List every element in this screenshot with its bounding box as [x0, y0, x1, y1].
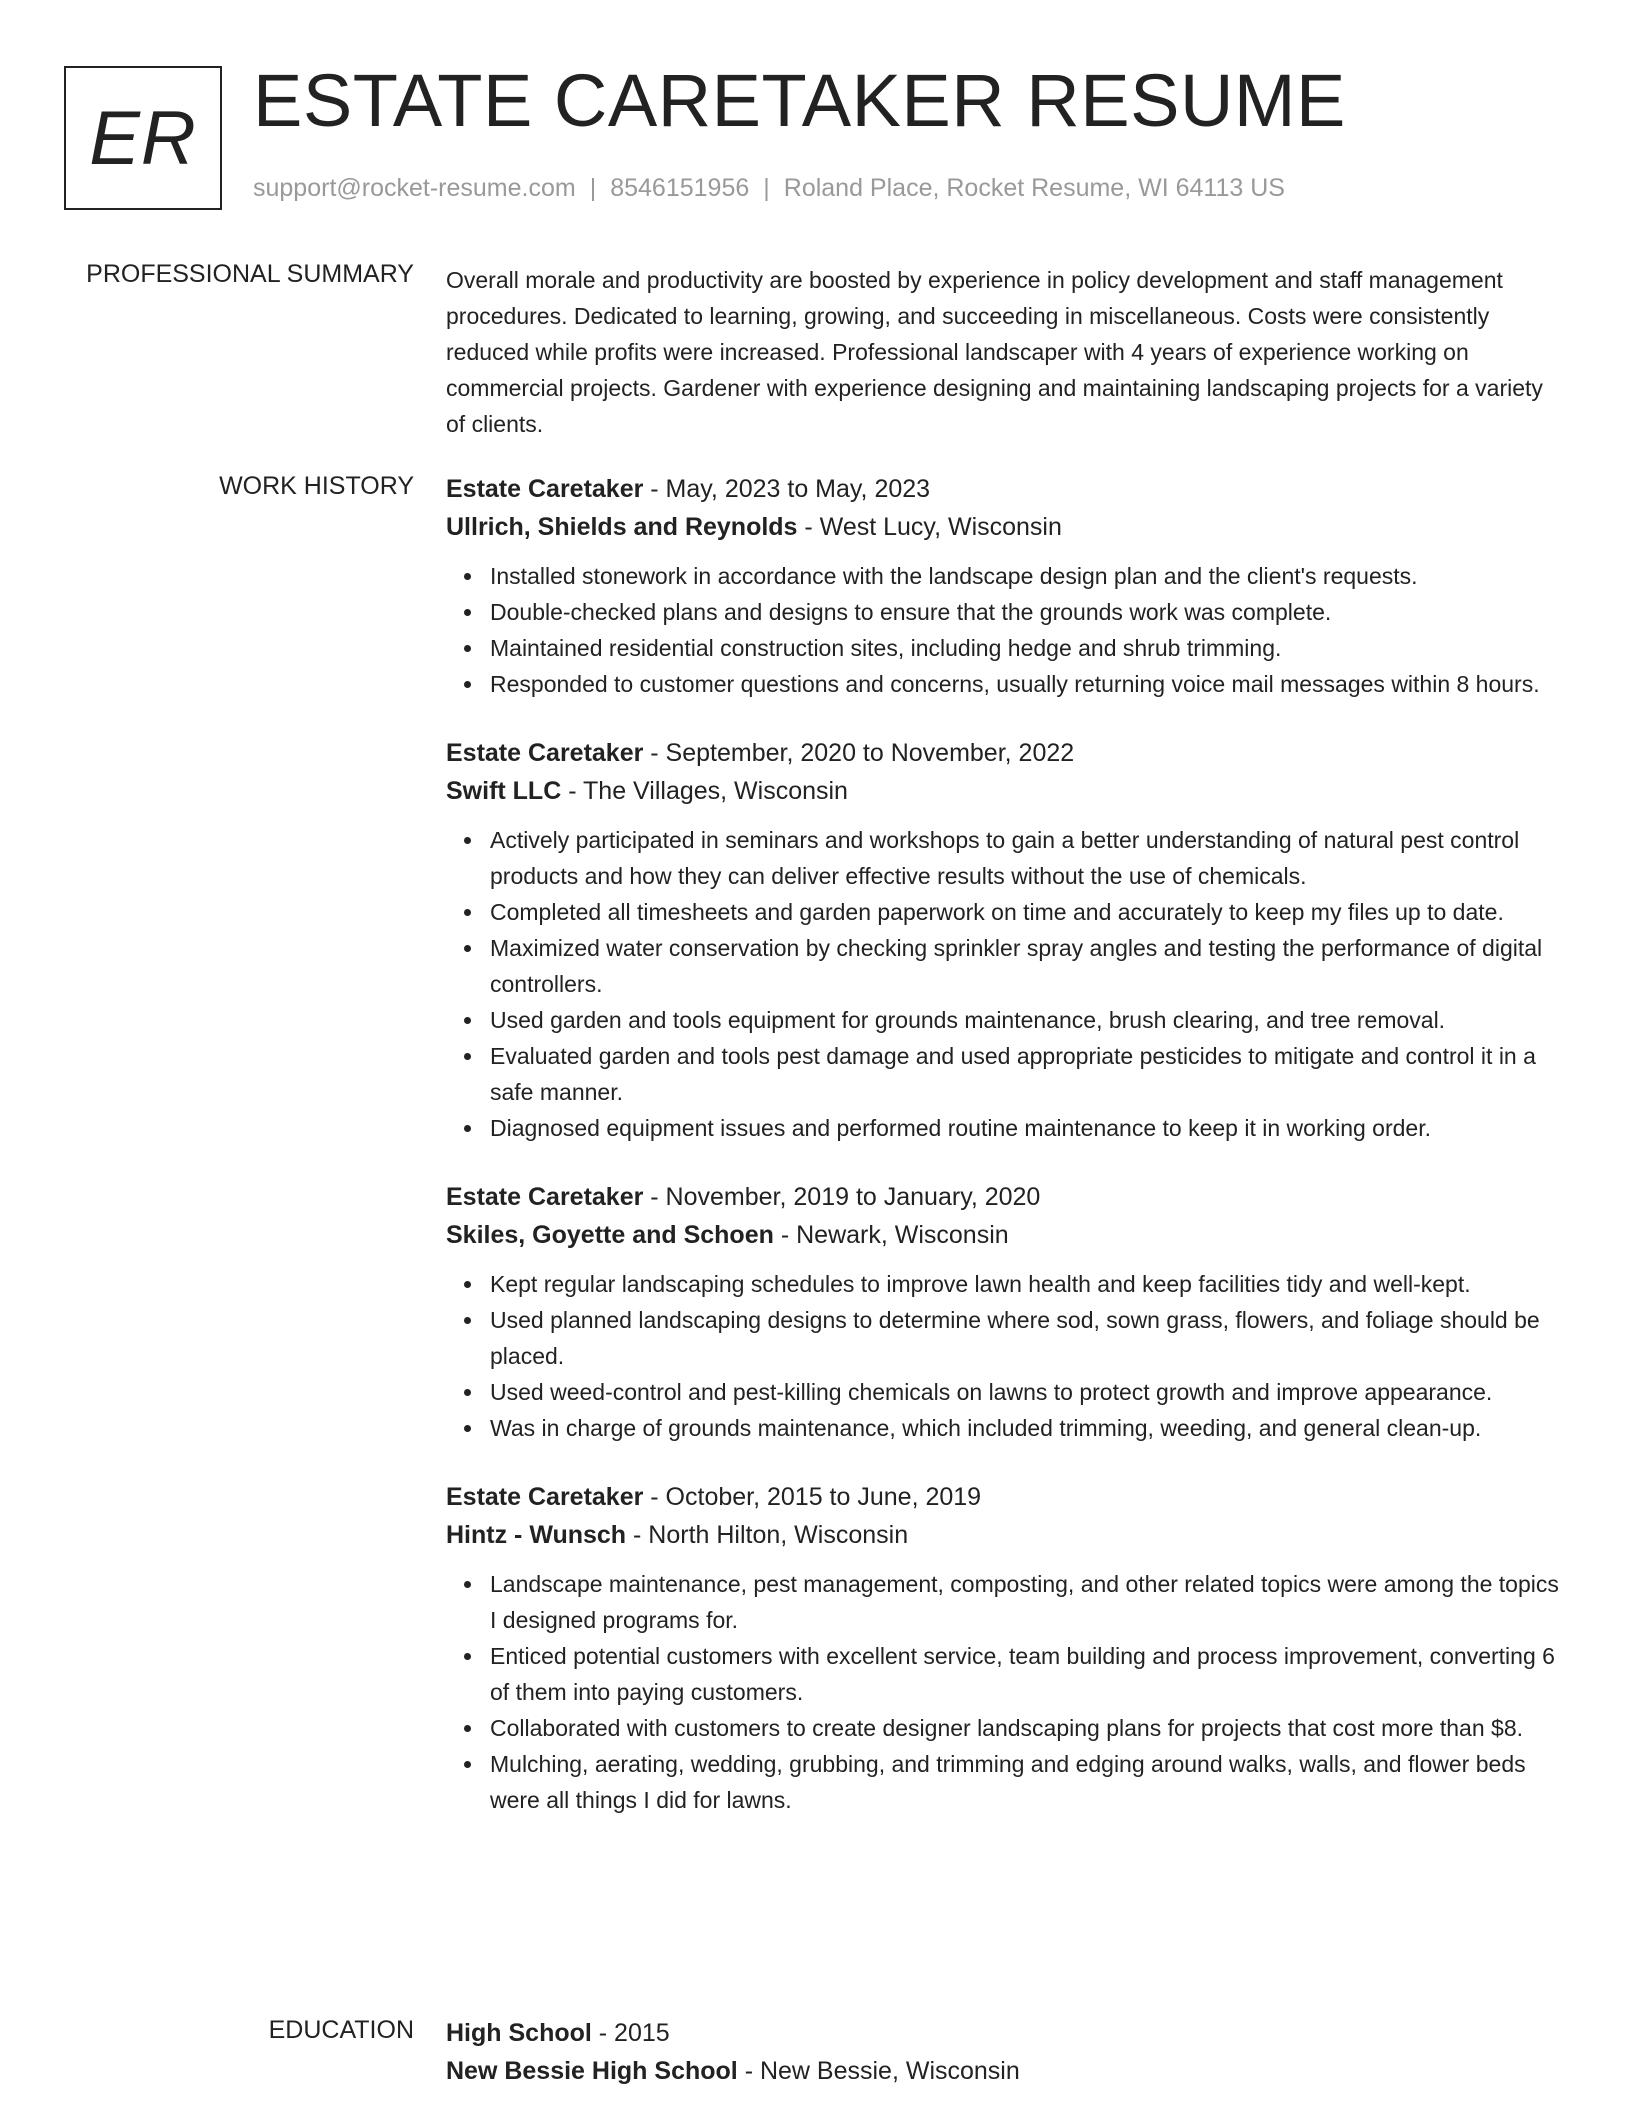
- list-item: Completed all timesheets and garden paperwork on time and accurately to keep my files up to date.: [490, 894, 1566, 930]
- list-item: Responded to customer questions and concerns, usually returning voice mail messages within 8 hours.: [490, 666, 1566, 702]
- contact-separator: |: [763, 174, 770, 202]
- job-location: - North Hilton, Wisconsin: [626, 1521, 909, 1549]
- page-title: ESTATE CARETAKER RESUME: [253, 59, 1346, 142]
- list-item: Mulching, aerating, wedding, grubbing, and trimming and edging around walks, walls, and flower beds were all things I did for lawns.: [490, 1746, 1566, 1818]
- education-body: [446, 2014, 1566, 2090]
- job-bullets: [446, 1266, 1566, 1446]
- section-label-summary: PROFESSIONAL SUMMARY: [86, 260, 414, 288]
- summary-text: Overall morale and productivity are boosted by experience in policy development and staff management procedures. Dedicated to learning, growing, and succeeding in miscellaneous. Costs were consistently reduced while profits were increased. Professional landscaper with 4 years of experience working on commercial projects. Gardener with experience designing and maintaining landscaping projects for a variety of clients.: [446, 267, 1543, 437]
- list-item: Kept regular landscaping schedules to improve lawn health and keep facilities tidy and well-kept.: [490, 1266, 1566, 1302]
- job-location: - West Lucy, Wisconsin: [797, 513, 1062, 541]
- job-title-line: [446, 470, 1566, 508]
- education-year: - 2015: [591, 2019, 670, 2047]
- job-title: Estate Caretaker: [446, 1483, 644, 1511]
- list-item: Was in charge of grounds maintenance, which included trimming, weeding, and general clean-up.: [490, 1410, 1566, 1446]
- education-degree-line: [446, 2014, 1566, 2052]
- job-company-line: [446, 508, 1566, 546]
- job-title-line: [446, 1178, 1566, 1216]
- contact-separator: |: [589, 174, 597, 202]
- job-dates: - September, 2020 to November, 2022: [643, 739, 1075, 767]
- list-item: Enticed potential customers with excellent service, team building and process improvement, converting 6 of them into paying customers.: [490, 1638, 1566, 1710]
- job-company: Ullrich, Shields and Reynolds: [446, 513, 798, 541]
- list-item: Evaluated garden and tools pest damage and used appropriate pesticides to mitigate and control it in a safe manner.: [490, 1038, 1566, 1110]
- job-location: - The Villages, Wisconsin: [561, 777, 848, 805]
- job-title: Estate Caretaker: [446, 739, 644, 767]
- section-label-work-history: WORK HISTORY: [219, 472, 414, 500]
- job-company: Swift LLC: [446, 777, 562, 805]
- job-title: Estate Caretaker: [446, 475, 644, 503]
- monogram-logo: ER: [64, 66, 222, 210]
- list-item: Installed stonework in accordance with the landscape design plan and the client's requests.: [490, 558, 1566, 594]
- contact-address: Roland Place, Rocket Resume, WI 64113 US: [783, 174, 1285, 202]
- list-item: Used garden and tools equipment for grounds maintenance, brush clearing, and tree removal.: [490, 1002, 1566, 1038]
- education-degree: High School: [446, 2019, 592, 2047]
- section-label-education: EDUCATION: [268, 2016, 414, 2044]
- job-entry: [446, 1178, 1566, 1446]
- list-item: Landscape maintenance, pest management, composting, and other related topics were among the topics I designed programs for.: [490, 1566, 1566, 1638]
- job-location: - Newark, Wisconsin: [773, 1221, 1009, 1249]
- list-item: Maximized water conservation by checking sprinkler spray angles and testing the performance of digital controllers.: [490, 930, 1566, 1002]
- job-company: Hintz - Wunsch: [446, 1521, 627, 1549]
- list-item: Diagnosed equipment issues and performed routine maintenance to keep it in working order.: [490, 1110, 1566, 1146]
- list-item: Actively participated in seminars and workshops to gain a better understanding of natural pest control products and how they can deliver effective results without the use of chemicals.: [490, 822, 1566, 894]
- list-item: Used planned landscaping designs to determine where sod, sown grass, flowers, and foliage should be placed.: [490, 1302, 1566, 1374]
- job-company-line: [446, 1516, 1566, 1554]
- list-item: Collaborated with customers to create designer landscaping plans for projects that cost more than $8.: [490, 1710, 1566, 1746]
- job-dates: - May, 2023 to May, 2023: [643, 475, 931, 503]
- education-location: - New Bessie, Wisconsin: [737, 2057, 1020, 2085]
- job-entry: [446, 734, 1566, 1146]
- summary-body: [446, 262, 1566, 442]
- job-title: Estate Caretaker: [446, 1183, 644, 1211]
- job-entry: [446, 1478, 1566, 1818]
- job-company-line: [446, 1216, 1566, 1254]
- job-dates: - November, 2019 to January, 2020: [643, 1183, 1041, 1211]
- education-school: New Bessie High School: [446, 2057, 738, 2085]
- job-entry: [446, 470, 1566, 702]
- job-bullets: [446, 1566, 1566, 1818]
- job-company-line: [446, 772, 1566, 810]
- job-title-line: [446, 734, 1566, 772]
- contact-email: support@rocket-resume.com: [253, 174, 576, 202]
- contact-line: [253, 174, 1285, 203]
- job-company: Skiles, Goyette and Schoen: [446, 1221, 774, 1249]
- job-bullets: [446, 558, 1566, 702]
- job-title-line: [446, 1478, 1566, 1516]
- contact-phone: 8546151956: [610, 174, 750, 202]
- work-history-body: [446, 470, 1566, 1850]
- job-dates: - October, 2015 to June, 2019: [643, 1483, 982, 1511]
- list-item: Maintained residential construction sites, including hedge and shrub trimming.: [490, 630, 1566, 666]
- resume-header: [64, 59, 1564, 210]
- list-item: Double-checked plans and designs to ensure that the grounds work was complete.: [490, 594, 1566, 630]
- list-item: Used weed-control and pest-killing chemicals on lawns to protect growth and improve appearance.: [490, 1374, 1566, 1410]
- education-school-line: [446, 2052, 1566, 2090]
- job-bullets: [446, 822, 1566, 1146]
